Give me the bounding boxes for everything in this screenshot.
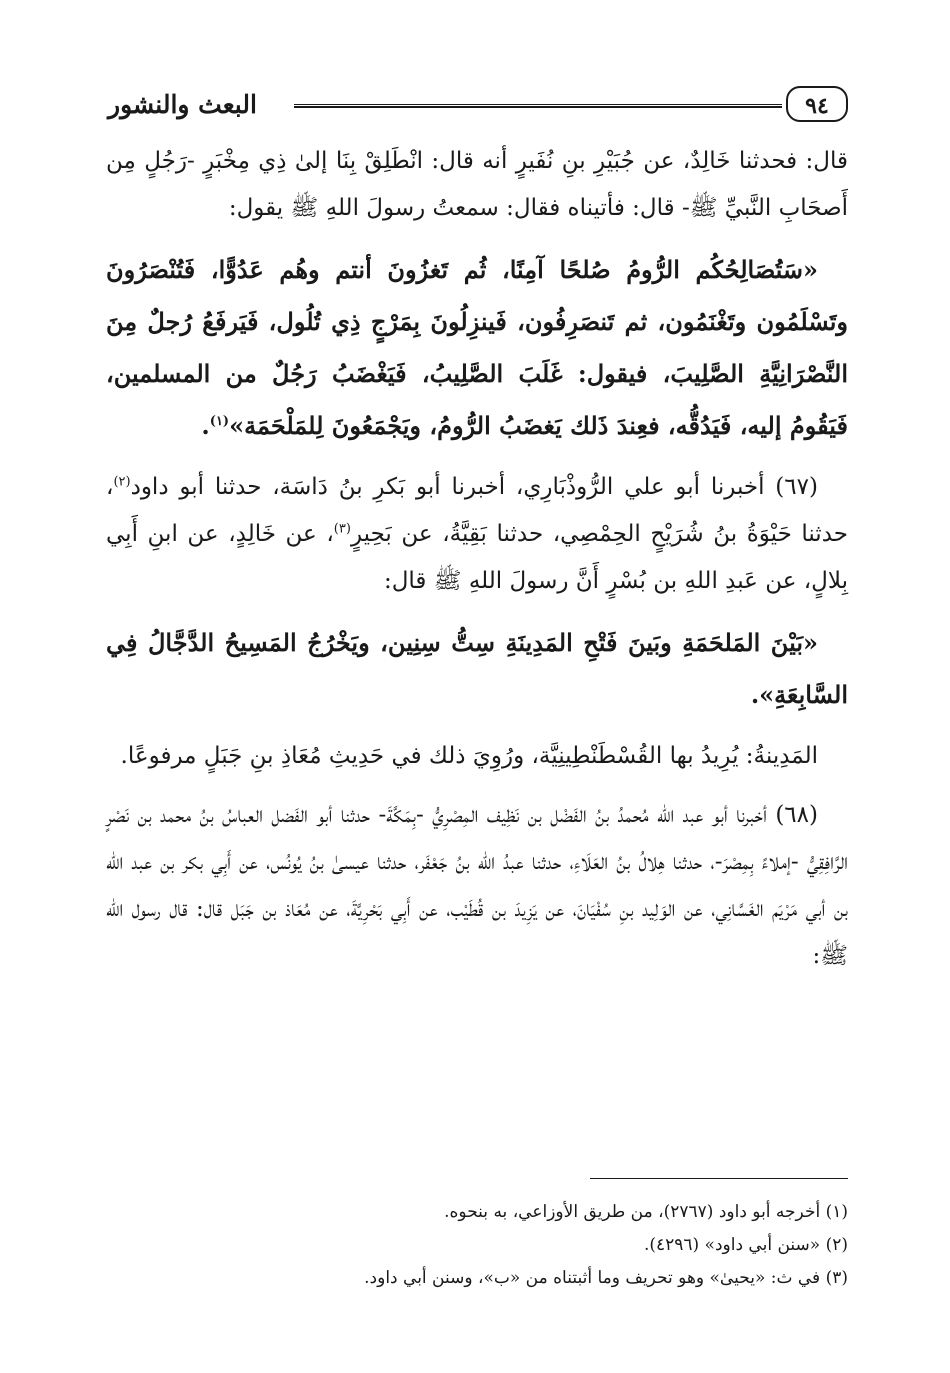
isnad-text: (٦٨) أخبرنا أبو عبد الله مُحمدُ بنُ الفَضْل بن نَظِيف المِصْرِيُّ -بِمَكَّةَ- حدثنا أبو الفَضل العباسُ بنُ محمد بن نَصْرٍ الرَّافِقِيُّ -إملاءً بِمِصْرَ-، حدثنا هِلالُ بنُ العَلَاءِ، حدثنا عبدُ الله بنُ جَعْفَر، حدثنا عيسىٰ بنُ يُونُس، عن أَبِي بكر بن عبد الله بن أبي مَرْيَم الغَسَّانِي، عن الوَلِيد بنِ سُفْيَانَ، عن يَزِيدَ بن قُطَيْب، عن أَبِي بَحْرِيَّةَ، عن مُعَاذ بن جَبَل قال: قال رسول الله ﷺ: <box>106 802 848 969</box>
main-text <box>106 138 848 980</box>
header-rule <box>294 104 782 108</box>
footnote-2: (٢) «سنن أبي داود» (٤٢٩٦). <box>643 1235 848 1255</box>
footnote-separator <box>590 1178 848 1179</box>
paragraph-isnad-67 <box>106 464 848 605</box>
footnote-3: (٣) في ث: «يحيىٰ» وهو تحريف وما أثبتناه من «ب»، وسنن أبي داود. <box>364 1268 848 1288</box>
hadith-text <box>106 244 848 452</box>
commentary-text: المَدِينةُ: يُرِيدُ بها القُسْطَنْطِينِيَّة، ورُوِيَ ذلك في حَدِيثِ مُعَاذِ بنِ جَبَلٍ مرفوعًا. <box>120 743 818 769</box>
spacer <box>106 232 848 244</box>
page-header <box>108 84 848 128</box>
hadith-text <box>106 617 848 721</box>
book-title: البعث والنشور <box>108 90 257 119</box>
spacer <box>106 721 848 733</box>
spacer <box>106 780 848 792</box>
hadith-body: «سَتُصَالِحُكُم الرُّومُ صُلحًا آمِنًا، ثُم تَغزُونَ أنتم وهُم عَدُوًّا، فَتُنْصَرُونَ وتَسْلَمُون وتَغْنَمُون، ثم تَنصَرِفُون، فَينزِلُونَ بِمَرْجٍ ذِي تُلُول، فَيَرفَعُ رُجلٌ مِنَ النَّصْرَانِيَّةِ الصَّلِيبَ، فيقول: غَلَبَ الصَّلِيبُ، فَيَغْضَبُ رَجُلٌ من المسلمين، فَيَقُومُ إليه، فَيَدُقُّه، فعِندَ ذَلك يَغضَبُ الرُّومُ، ويَجْمَعُونَ لِلمَلْحَمَة» <box>106 255 848 440</box>
page-number: ٩٤ <box>786 86 848 122</box>
paragraph-intro <box>106 138 848 232</box>
paragraph-isnad-68 <box>106 792 848 980</box>
isnad-text: (٦٧) أخبرنا أبو علي الرُّوذْبَارِي، أخبرنا أبو بَكرِ بنُ دَاسَة، حدثنا أبو داود <box>130 474 818 500</box>
spacer <box>106 452 848 464</box>
footnote-1: (١) أخرجه أبو داود (٢٧٦٧)، من طريق الأوزاعي، به بنحوه. <box>444 1202 848 1222</box>
paragraph-commentary <box>106 733 848 780</box>
isnad-text: ، حدثنا حَيْوَةُ بنُ شُرَيْحٍ الحِمْصِي، حدثنا بَقِيَّةُ، عن بَحِيرٍ <box>106 474 849 547</box>
footnote-mark[interactable]: (١) <box>209 414 230 429</box>
hadith-tail: . <box>201 411 210 440</box>
isnad-text: ، عن خَالِدٍ، عن ابنِ أَبِي بِلالٍ، عن عَبدِ اللهِ بن بُسْرٍ أَنَّ رسولَ اللهِ ﷺ قال: <box>106 521 848 594</box>
spacer <box>106 605 848 617</box>
footnotes <box>106 1196 848 1295</box>
hadith-body: «بَيْنَ المَلحَمَةِ وبَينَ فَتْحِ المَدِينَةِ سِتُّ سِنِين، ويَخْرُجُ المَسِيحُ الدَّجَّالُ فِي السَّابِعَةِ». <box>106 628 848 709</box>
footnote-mark[interactable]: (٣) <box>333 521 351 537</box>
paragraph-text: قال: فحدثنا خَالِدٌ، عن جُبَيْرِ بنِ نُفَيرٍ أنه قال: انْطَلِقْ بِنَا إلىٰ ذِي مِخْبَرٍ -رَجُلٍ مِن أَصحَابِ النَّبيِّ ﷺ- قال: فأتيناه فقال: سمعتُ رسولَ اللهِ ﷺ يقول: <box>106 148 848 221</box>
footnote-mark[interactable]: (٢) <box>113 474 131 490</box>
